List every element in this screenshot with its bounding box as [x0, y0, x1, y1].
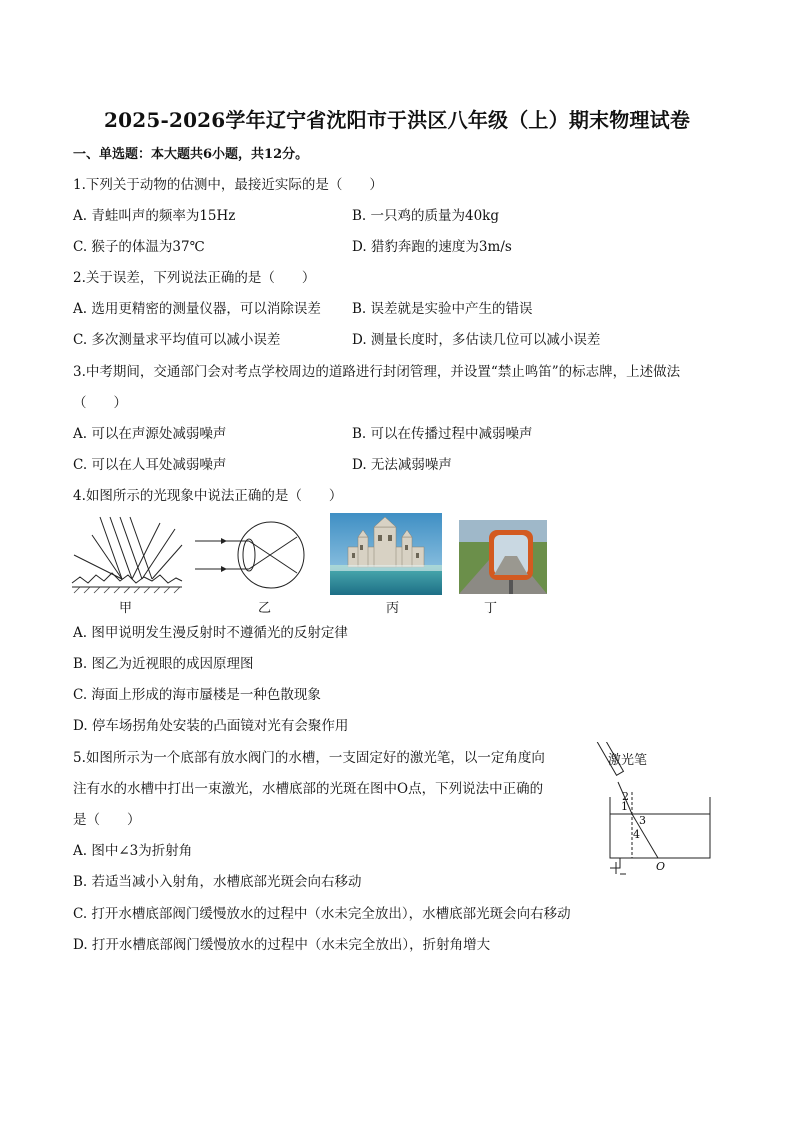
caption-ding: 丁 — [484, 601, 498, 616]
q3-option-b: B. 可以在传播过程中减弱噪声 — [352, 426, 533, 442]
q5-option-c: C. 打开水槽底部阀门缓慢放水的过程中（水未完全放出），水槽底部光斑会向右移动 — [73, 906, 571, 922]
q4-option-a: A. 图甲说明发生漫反射时不遵循光的反射定律 — [73, 625, 348, 641]
figure-eye-diagram — [193, 515, 308, 595]
page-title: 2025-2026学年辽宁省沈阳市于洪区八年级（上）期末物理试卷 — [103, 108, 691, 132]
q5-stem-line1: 5.如图所示为一个底部有放水阀门的水槽，一支固定好的激光笔，以一定角度向 — [73, 750, 545, 766]
section-heading: 一、单选题：本大题共6小题，共12分。 — [73, 147, 309, 162]
q3-option-a: A. 可以在声源处减弱噪声 — [73, 426, 227, 442]
point-label-o: O — [656, 860, 666, 873]
q3-option-d: D. 无法减弱噪声 — [352, 457, 452, 473]
q5-stem-line2: 注有水的水槽中打出一束激光，水槽底部的光斑在图中O点，下列说法中正确的 — [73, 781, 544, 797]
q2-stem: 2.关于误差，下列说法正确的是（ ） — [73, 270, 316, 286]
q1-stem: 1.下列关于动物的估测中，最接近实际的是（ ） — [73, 177, 383, 193]
q4-option-b: B. 图乙为近视眼的成因原理图 — [73, 656, 254, 672]
angle-label-4: 4 — [633, 828, 640, 841]
q5-option-a: A. 图中∠3为折射角 — [73, 843, 193, 859]
q3-option-c: C. 可以在人耳处减弱噪声 — [73, 457, 227, 473]
caption-bing: 丙 — [386, 601, 400, 616]
mirage-photo — [330, 513, 442, 595]
q1-option-b: B. 一只鸡的质量为40kg — [352, 208, 500, 224]
q1-option-a: A. 青蛙叫声的频率为15Hz — [73, 208, 236, 224]
angle-label-1: 1 — [621, 800, 628, 813]
q3-stem-line2: （ ） — [73, 395, 127, 411]
q1-option-d: D. 猎豹奔跑的速度为3m/s — [352, 239, 512, 255]
caption-yi: 乙 — [258, 601, 272, 616]
q4-stem: 4.如图所示的光现象中说法正确的是（ ） — [73, 488, 343, 504]
q5-stem-line3: 是（ ） — [73, 812, 141, 828]
laser-pen-label: 激光笔 — [608, 753, 648, 768]
q2-option-c: C. 多次测量求平均值可以减小误差 — [73, 332, 281, 348]
q2-option-b: B. 误差就是实验中产生的错误 — [352, 301, 533, 317]
convex-mirror-photo — [459, 520, 547, 594]
caption-jia: 甲 — [119, 601, 133, 616]
q3-stem-line1: 3.中考期间，交通部门会对考点学校周边的道路进行封闭管理，并设置“禁止鸣笛”的标志牌，上述做法 — [73, 364, 681, 380]
angle-label-2: 2 — [622, 790, 629, 803]
q2-option-d: D. 测量长度时，多估读几位可以减小误差 — [352, 332, 601, 348]
q4-option-d: D. 停车场拐角处安装的凸面镜对光有会聚作用 — [73, 718, 349, 734]
q5-option-d: D. 打开水槽底部阀门缓慢放水的过程中（水未完全放出），折射角增大 — [73, 937, 491, 953]
q1-option-c: C. 猴子的体温为37℃ — [73, 239, 205, 255]
q5-option-b: B. 若适当减小入射角，水槽底部光斑会向右移动 — [73, 874, 362, 890]
figure-water-tank — [580, 742, 730, 882]
figure-diffuse-reflection — [70, 515, 185, 595]
q2-option-a: A. 选用更精密的测量仪器，可以消除误差 — [73, 301, 321, 317]
angle-label-3: 3 — [639, 814, 646, 827]
q4-option-c: C. 海面上形成的海市蜃楼是一种色散现象 — [73, 687, 321, 703]
